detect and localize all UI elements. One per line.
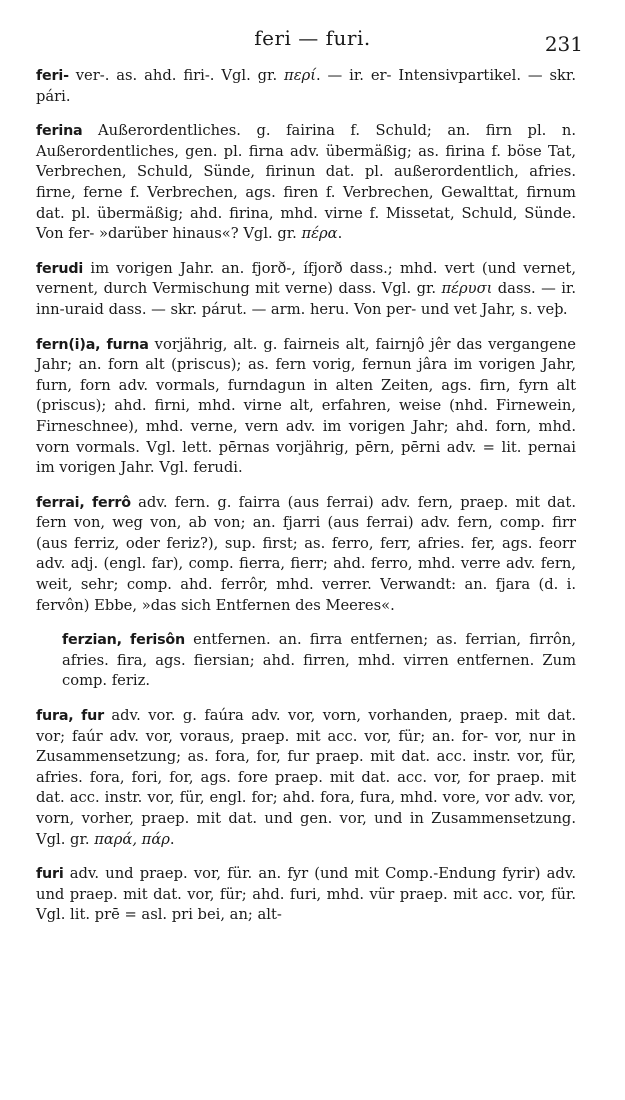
- greek-word: πέρα: [301, 225, 338, 243]
- running-title: feri — furi.: [254, 26, 371, 50]
- entry-feri: [36, 66, 576, 107]
- page-number: 231: [544, 32, 583, 56]
- entry-text: .: [337, 225, 343, 243]
- headword: fura, fur: [36, 708, 104, 725]
- headword: ferudi: [36, 260, 84, 277]
- entry-ferina: [36, 121, 576, 245]
- entry-ferudi: [36, 259, 576, 321]
- entry-text: .: [169, 830, 175, 848]
- entry-ferzian: [62, 630, 576, 692]
- entry-text: . — ir. er- Intensivpartikel. — skr. pári.: [36, 67, 576, 105]
- entry-text: ver-. as. ahd. firi-. Vgl. gr.: [68, 67, 285, 84]
- greek-word: πέρυσι: [441, 280, 493, 298]
- entry-text: dass. — ir. inn-uraid dass. — skr. párut. — arm. heru. Von per- und vet Jahr, s. veþ.: [36, 280, 576, 318]
- headword: furi: [36, 866, 64, 883]
- entry-fernia: [36, 335, 576, 479]
- greek-word: περί: [284, 67, 316, 84]
- running-head: [0, 26, 625, 56]
- entry-fura: [36, 706, 576, 850]
- entry-text: entfernen. an. firra entfernen; as. ferrian, firrôn, afries. fira, ags. fiersian; ahd. firren, mhd. virren entfernen. Zum comp. feriz.: [62, 631, 576, 690]
- headword: ferzian, ferisôn: [62, 632, 186, 649]
- dictionary-body: [36, 66, 576, 940]
- entry-text: im vorigen Jahr. an. fjorð-, ífjorð dass.; mhd. vert (und vernet, vernent, durch Vermischung mit verne) dass. Vgl. gr.: [36, 259, 576, 298]
- entry-text: adv. fern. g. fairra (aus ferrai) adv. fern, praep. mit dat. fern von, weg von, ab von; an. fjarri (aus ferrai) adv. fern, comp. firr (aus ferriz, oder feriz?), sup. first; as. ferro, ferr, afries. fer, ags. feorr adv. adj. (engl. far), comp. fierra, fierr; ahd. ferro, mhd. verre adv. fern, weit, sehr; comp. ahd. ferrôr, mhd. verrer. Verwandt: an. fjara (d. i. fervôn) Ebbe, »das sich Entfernen des Meeres«.: [36, 493, 576, 614]
- entry-ferrai: [36, 493, 576, 617]
- headword: ferina: [36, 123, 83, 140]
- entry-text: vorjährig, alt. g. fairneis alt, fairnjô jêr das vergangene Jahr; an. forn alt (priscus); as. fern vorig, fernun jâra im vorigen Jahr, furn, forn adv. vormals, furndagun in alten Zeiten, ags. firn, fyrn alt (priscus); ahd. firni, mhd. virne alt, erfahren, weise (nhd. Firnewein, Firneschnee), mhd. verne, vern adv. im vorigen Jahr; ahd. forn, mhd. vorn vormals. Vgl. lett. pērnas vorjährig, pērn, pērni adv. = lit. pernai im vorigen Jahr. Vgl. ferudi.: [36, 335, 576, 477]
- headword: feri-: [36, 68, 69, 84]
- entry-furi: [36, 864, 576, 926]
- headword: fern(i)a, furna: [36, 336, 149, 353]
- greek-word: παρά, πάρ: [94, 830, 170, 848]
- entry-text: adv. vor. g. faúra adv. vor, vorn, vorhanden, praep. mit dat. vor; faúr adv. vor, voraus, praep. mit acc. vor, für; an. for- vor, nur in Zusammensetzung; as. fora, for, fur praep. mit dat. acc. instr. vor, für, afries. fora, fori, for, ags. fore praep. mit dat. acc. vor, for praep. mit dat. acc. instr. vor, für, engl. for; ahd. fora, fura, mhd. vore, vor adv. vor, vorn, vorher, praep. mit dat. und gen. vor, und in Zusammensetzung. Vgl. gr.: [36, 707, 576, 848]
- headword: ferrai, ferrô: [36, 494, 131, 511]
- entry-text: Außerordentliches. g. fairina f. Schuld; an. firn pl. n. Außerordentliches, gen. pl. firna adv. übermäßig; as. firina f. böse Tat, Verbrechen, Schuld, Sünde, firinun dat. pl. außerordentlich, afries. firne, ferne f. Verbrechen, ags. firen f. Verbrechen, Gewalttat, firnum dat. pl. übermäßig; ahd. firina, mhd. virne f. Missetat, Schuld, Sünde. Von fer- »darüber hinaus«? Vgl. gr.: [36, 122, 576, 243]
- entry-text: adv. und praep. vor, für. an. fyr (und mit Comp.-Endung fyrir) adv. und praep. mit dat. vor, für; ahd. furi, mhd. vür praep. mit acc. vor, für. Vgl. lit. prē = asl. pri bei, an; alt-: [36, 865, 576, 924]
